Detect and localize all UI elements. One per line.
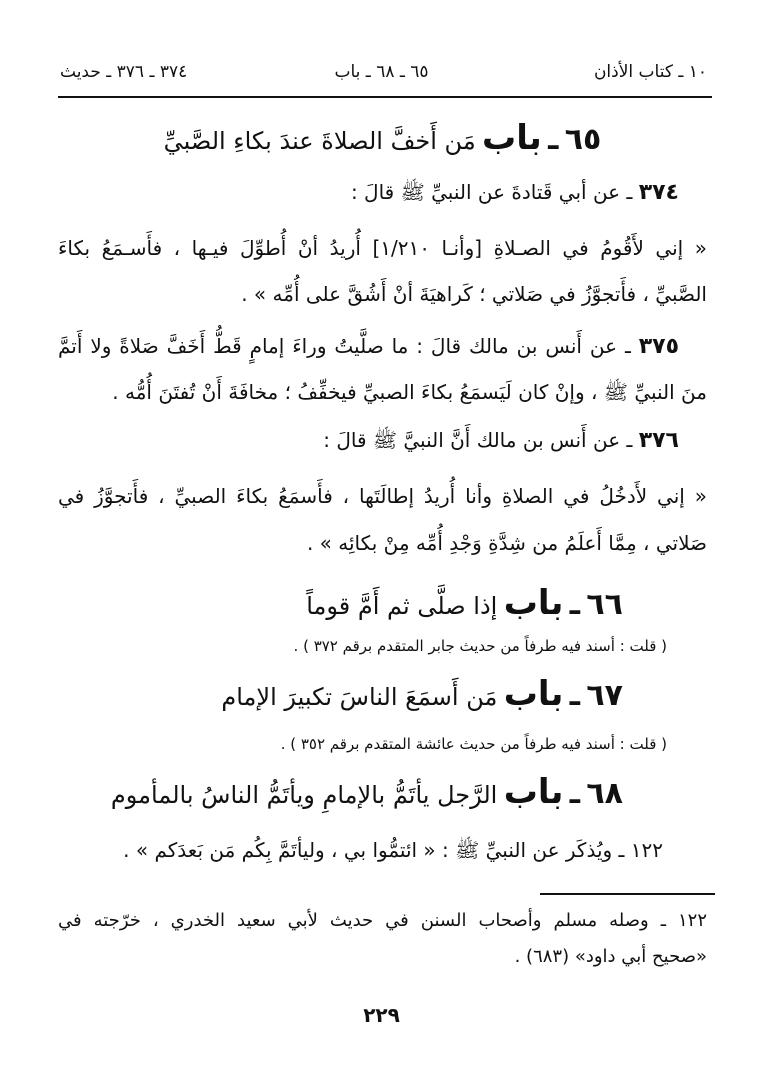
- chapter-dash: ـ: [548, 122, 559, 157]
- chapter-number: ٦٨: [586, 776, 623, 811]
- header-book-title: ١٠ ـ كتاب الأذان: [593, 62, 707, 82]
- footnote-line-1: ١٢٢ ـ وصله مسلم وأصحاب السنن في حديث لأبي سعيد الخدري ، خرّجته في: [58, 910, 707, 931]
- bab-label: باب: [503, 674, 564, 714]
- hadith-376-line-1: « إني لأَدخُلُ في الصلاةِ وأنا أُريدُ إطالَتَها ، فأَسمَعُ بكاءَ الصبيِّ ، فأَتجوَّزُ في: [58, 484, 707, 508]
- footnote-divider: [540, 893, 715, 895]
- hadith-375-line-1: [58, 334, 679, 360]
- chapter-number: ٦٦: [586, 587, 623, 622]
- chapter-65-heading: [58, 118, 707, 159]
- hadith-122: ١٢٢ ـ ويُذكَر عن النبيِّ ﷺ : « ائتمُّوا بي ، وليأتَمَّ بِكُم مَن بَعدَكم » .: [123, 838, 663, 862]
- hadith-374-line-2: الصَّبيِّ ، فأَتجوَّزُ في صَلاتي ؛ كَراهيَةَ أنْ أَشُقَّ على أُمِّه » .: [241, 282, 707, 306]
- header-hadith-range: ٣٧٤ ـ ٣٧٦ ـ حديث: [60, 62, 188, 82]
- chapter-title: مَن أَسمَعَ الناسَ تكبيرَ الإمام: [221, 683, 498, 711]
- chapter-title: الرَّجل يأتَمُّ بالإمامِ ويأتَمُّ الناسُ بالمأموم: [110, 781, 498, 809]
- chapter-dash: ـ: [569, 776, 581, 811]
- chapter-66-note: ( قلت : أسند فيه طرفاً من حديث جابر المتقدم برقم ٣٧٢ ) .: [293, 637, 667, 655]
- footnote-line-2: «صحيح أبي داود» (٦٨٣) .: [514, 946, 707, 967]
- chapter-66-heading: [58, 583, 623, 624]
- hadith-number: ٣٧٦: [638, 428, 679, 453]
- hadith-376-intro: [58, 428, 679, 454]
- hadith-376-line-2: صَلاتي ، مِمَّا أَعلَمُ من شِدَّةِ وَجْدِ أُمِّه مِنْ بكائِه » .: [306, 531, 707, 555]
- hadith-text: ـ عن أَنس بن مالك قالَ : ما صلَّيتُ وراءَ إمامٍ قَطُّ أَخَفَّ صَلاةً ولا أَتمَّ: [58, 334, 631, 358]
- header-divider: [58, 96, 712, 98]
- chapter-title: مَن أَخفَّ الصلاةَ عندَ بكاءِ الصَّبيِّ: [163, 127, 476, 155]
- chapter-dash: ـ: [569, 678, 581, 713]
- header-chapter-range: ٦٥ ـ ٦٨ ـ باب: [334, 62, 429, 82]
- bab-label: باب: [482, 118, 542, 158]
- bab-label: باب: [503, 583, 564, 623]
- hadith-374-intro: [58, 180, 679, 206]
- hadith-number: ٣٧٥: [638, 334, 680, 359]
- hadith-374-line-1: « إني لأَقُومُ في الصـلاةِ [وأنـا ١/٢١٠] أُريدُ أنْ أُطوِّلَ فيـها ، فأَسـمَعُ بكاءَ: [58, 236, 707, 260]
- hadith-375-line-2: منَ النبيِّ ﷺ ، وإنْ كان لَيَسمَعُ بكاءَ الصبيِّ فيخفِّفُ ؛ مخافَةَ أَنْ تُفتَنَ أُمُّه .: [112, 380, 707, 404]
- page-number: ٢٢٩: [363, 1003, 400, 1027]
- chapter-68-heading: [58, 772, 623, 813]
- chapter-title: إذا صلَّى ثم أَمَّ قوماً: [306, 592, 498, 620]
- chapter-dash: ـ: [569, 587, 581, 622]
- hadith-number: ٣٧٤: [638, 180, 679, 205]
- bab-label: باب: [503, 772, 564, 812]
- hadith-intro-text: ـ عن أَنس بن مالك أَنَّ النبيَّ ﷺ قالَ :: [323, 428, 633, 452]
- chapter-67-note: ( قلت : أسند فيه طرفاً من حديث عائشة المتقدم برقم ٣٥٢ ) .: [280, 735, 667, 753]
- chapter-number: ٦٥: [564, 122, 602, 157]
- hadith-intro-text: ـ عن أبي قَتادةَ عن النبيِّ ﷺ قالَ :: [350, 180, 633, 204]
- chapter-67-heading: [58, 674, 623, 715]
- chapter-number: ٦٧: [586, 678, 623, 713]
